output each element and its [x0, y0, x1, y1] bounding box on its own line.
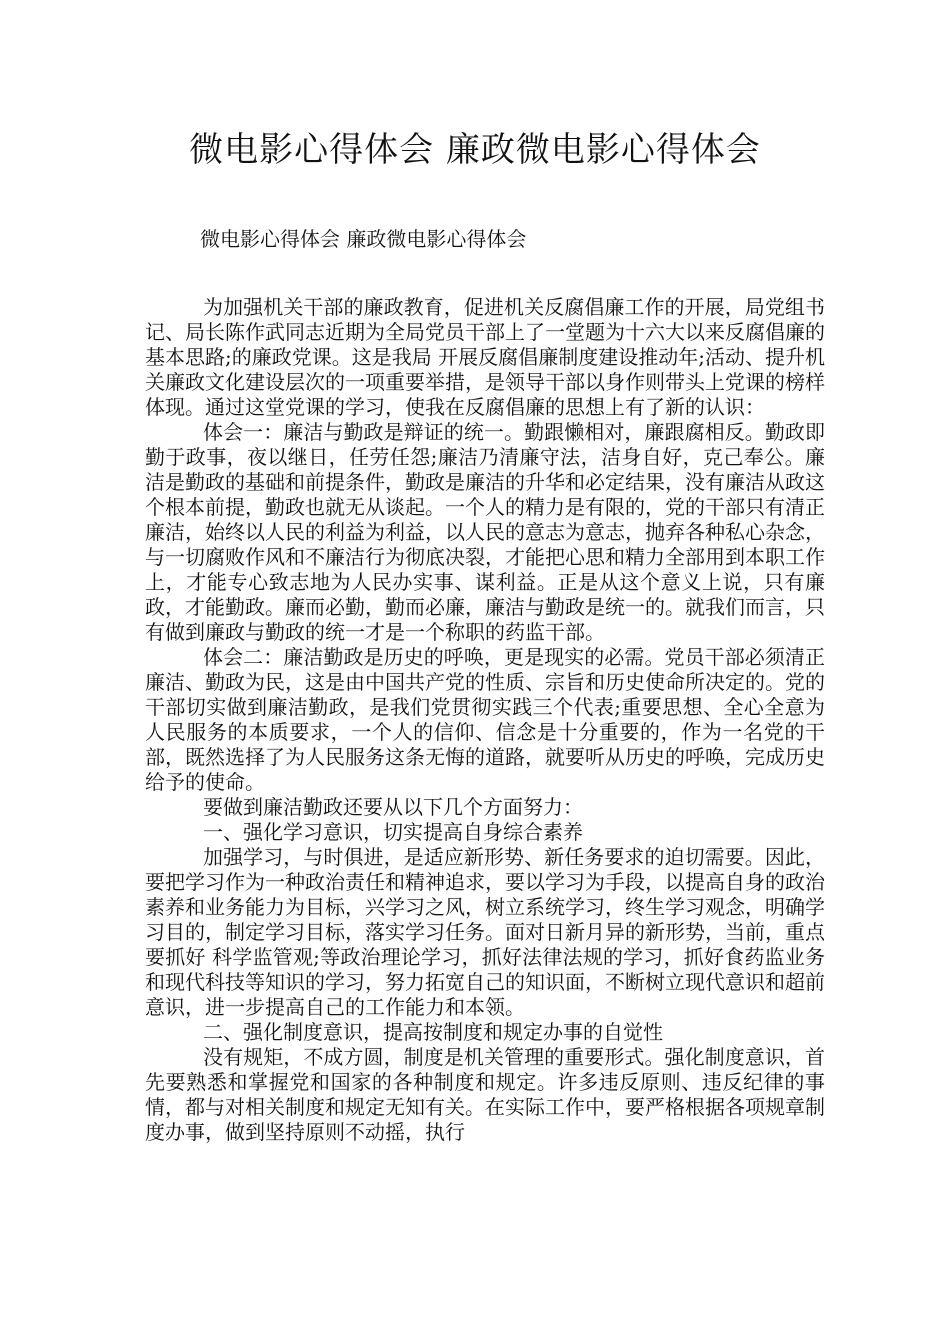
- paragraph: 加强学习，与时俱进，是适应新形势、新任务要求的迫切需要。因此，要把学习作为一种政治责任和精神追求，要以学习为手段，以提高自身的政治素养和业务能力为目标，兴学习之风，树立系统学习，终生学习观念，明确学习目的，制定学习目标，落实学习任务。面对日新月异的新形势，当前，重点要抓好 科学监管观;等政治理论学习，抓好法律法规的学习，抓好食药监业务和现代科技等知识的学习，努力拓宽自己的知识面，不断树立现代意识和超前意识，进一步提高自己的工作能力和本领。: [145, 845, 825, 1019]
- paragraph: 要做到廉洁勤政还要从以下几个方面努力：: [203, 795, 583, 819]
- section-heading: 一、强化学习意识，切实提高自身综合素养: [203, 820, 583, 844]
- paragraph: 体会一：廉洁与勤政是辩证的统一。勤跟懒相对，廉跟腐相反。勤政即勤于政事，夜以继日，任劳任怨;廉洁乃清廉守法，洁身自好，克己奉公。廉洁是勤政的基础和前提条件，勤政是廉洁的升华和必定结果，没有廉洁从政这个根本前提，勤政也就无从谈起。一个人的精力是有限的，党的干部只有清正廉洁，始终以人民的利益为利益，以人民的意志为意志，抛弃各种私心杂念，与一切腐败作风和不廉洁行为彻底决裂，才能把心思和精力全部用到本职工作上，才能专心致志地为人民办实事、谋利益。正是从这个意义上说，只有廉政，才能勤政。廉而必勤，勤而必廉，廉洁与勤政是统一的。就我们而言，只有做到廉政与勤政的统一才是一个称职的药监干部。: [145, 420, 825, 644]
- paragraph: 为加强机关干部的廉政教育，促进机关反腐倡廉工作的开展，局党组书记、局长陈作武同志近期为全局党员干部上了一堂题为十六大以来反腐倡廉的基本思路;的廉政党课。这是我局 开展反腐倡廉制度建设推动年;活动、提升机关廉政文化建设层次的一项重要举措，是领导干部以身作则带头上党课的榜样体现。通过这堂党课的学习，使我在反腐倡廉的思想上有了新的认识：: [145, 295, 825, 419]
- paragraph: 体会二：廉洁勤政是历史的呼唤，更是现实的必需。党员干部必须清正廉洁、勤政为民，这是由中国共产党的性质、宗旨和历史使命所决定的。党的干部切实做到廉洁勤政，是我们党贯彻实践三个代表;重要思想、全心全意为人民服务的本质要求，一个人的信仰、信念是十分重要的，作为一名党的干部，既然选择了为人民服务这条无悔的道路，就要听从历史的呼唤，完成历史给予的使命。: [145, 645, 825, 794]
- document-body: [145, 295, 825, 1145]
- section-heading: 二、强化制度意识，提高按制度和规定办事的自觉性: [203, 1020, 663, 1044]
- paragraph: 没有规矩，不成方圆，制度是机关管理的重要形式。强化制度意识，首先要熟悉和掌握党和国家的各种制度和规定。许多违反原则、违反纪律的事情，都与对相关制度和规定无知有关。在实际工作中，要严格根据各项规章制度办事，做到坚持原则不动摇，执行: [145, 1045, 825, 1144]
- document-subtitle: 微电影心得体会 廉政微电影心得体会: [200, 227, 527, 251]
- document-title: 微电影心得体会 廉政微电影心得体会: [189, 130, 761, 170]
